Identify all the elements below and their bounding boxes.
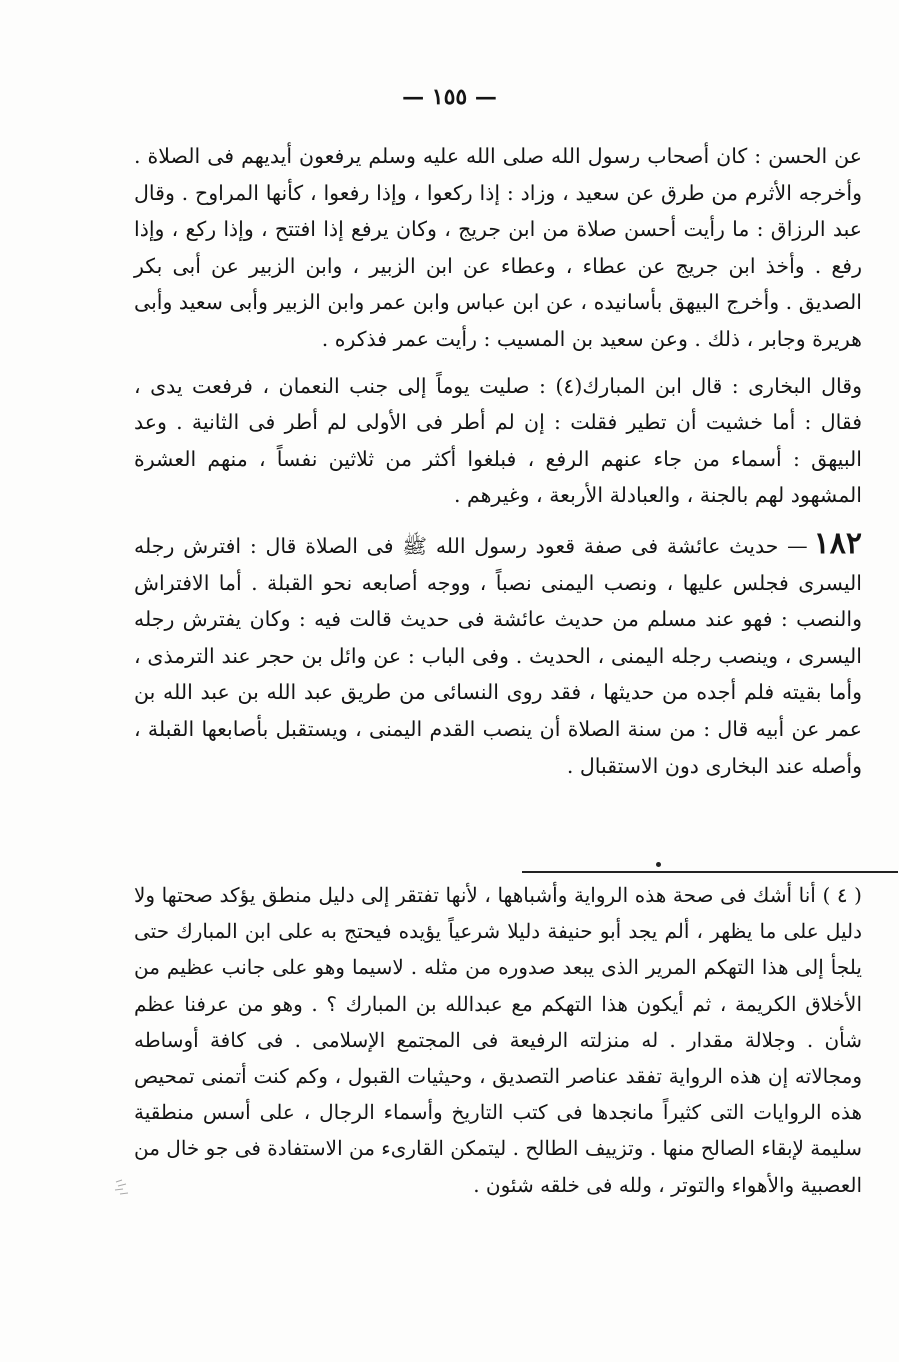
footnote [134, 877, 862, 1203]
paragraph: وقال البخارى : قال ابن المبارك(٤) : صليت يوماً إلى جنب النعمان ، فرفعت يدى ، فقال : أما خشيت أن تطير فقلت : إن لم أطر فى الأولى لم أطر فى الثانية . وعد البيهق : أسماء من جاء عنهم الرفع ، فبلغوا أكثر من ثلاثين نفساً ، منهم العشرة المشهود لهم بالجنة ، والعبادلة الأربعة ، وغيرهم . [134, 373, 862, 508]
footnote-separator [522, 871, 898, 873]
page-number: — ١٥٥ — [402, 84, 497, 110]
hadith-number: ١٨٢ [813, 525, 862, 561]
footnote-text: ( ٤ ) أنا أشك فى صحة هذه الرواية وأشباهها ، لأنها تفتقر إلى دليل منطق يؤكد صحتها ولا دليل على ما يظهر ، ألم يجد أبو حنيفة دليلا شرعياً يؤيده فيحتج به على ابن المبارك حتى يلجأ إلى هذا التهكم المرير الذى يبعد صدوره من مثله . لاسيما وهو على جانب عظيم من الأخلاق الكريمة ، ثم أيكون هذا التهكم مع عبدالله بن المبارك ؟ . وهو من عرفنا عظم شأن . وجلالة مقدار . له منزلته الرفيعة فى المجتمع الإسلامى . فى كافة أوساطه ومجالاته إن هذه الرواية تفقد عناصر التصديق ، وحيثيات القبول ، وكم كنت أتمنى تمحيص هذه الروايات التى كثيراً مانجدها فى كتب التاريخ وأسماء الرجال ، على أسس منطقية سليمة لإبقاء الصالح منها . وتزييف الطالح . ليتمكن القارىء من الاستفادة فى جو خال من العصبية والأهواء والتوتر ، ولله فى خلقه شئون . [134, 883, 863, 1197]
main-text [134, 138, 862, 784]
ink-smudge-icon [112, 1176, 134, 1200]
hadith-text: — حديث عائشة فى صفة قعود رسول الله ﷺ فى الصلاة قال : افترش رجله اليسرى فجلس عليها ، ونصب اليمنى نصباً ، ووجه أصابعه نحو القبلة . أما الافتراش والنصب : فهو عند مسلم من حديث عائشة فى حديث قالت فيه : وكان يفترش رجله اليسرى ، وينصب رجله اليمنى ، الحديث . وفى الباب : عن وائل بن حجر عند الترمذى ، وأما بقيته فلم أجده من حديثها ، فقد روى النسائى من طريق عبد الله بن عبد الله بن عمر عن أبيه قال : من سنة الصلاة أن ينصب القدم اليمنى ، ويستقبل بأصابعها القبلة ، وأصله عند البخارى دون الاستقبال . [134, 533, 862, 778]
paragraph: عن الحسن : كان أصحاب رسول الله صلى الله عليه وسلم يرفعون أيديهم فى الصلاة . وأخرجه الأثرم من طرق عن سعيد ، وزاد : إذا ركعوا ، وإذا رفعوا ، كأنها المراوح . وقال عبد الرزاق : ما رأيت أحسن صلاة من ابن جريج ، وكان يرفع إذا افتتح ، وإذا ركع ، وإذا رفع . وأخذ ابن جريج عن عطاء ، وعطاء عن ابن الزبير ، وابن الزبير عن أبى بكر الصديق . وأخرج البيهق بأسانيده ، عن ابن عباس وابن عمر وابن الزبير وأبى سعيد وأبى هريرة وجابر ، ذلك . وعن سعيد بن المسيب : رأيت عمر فذكره . [134, 144, 862, 351]
hadith-entry [134, 526, 862, 784]
separator-dot [656, 862, 661, 867]
margin-ink-mark [112, 1176, 134, 1200]
